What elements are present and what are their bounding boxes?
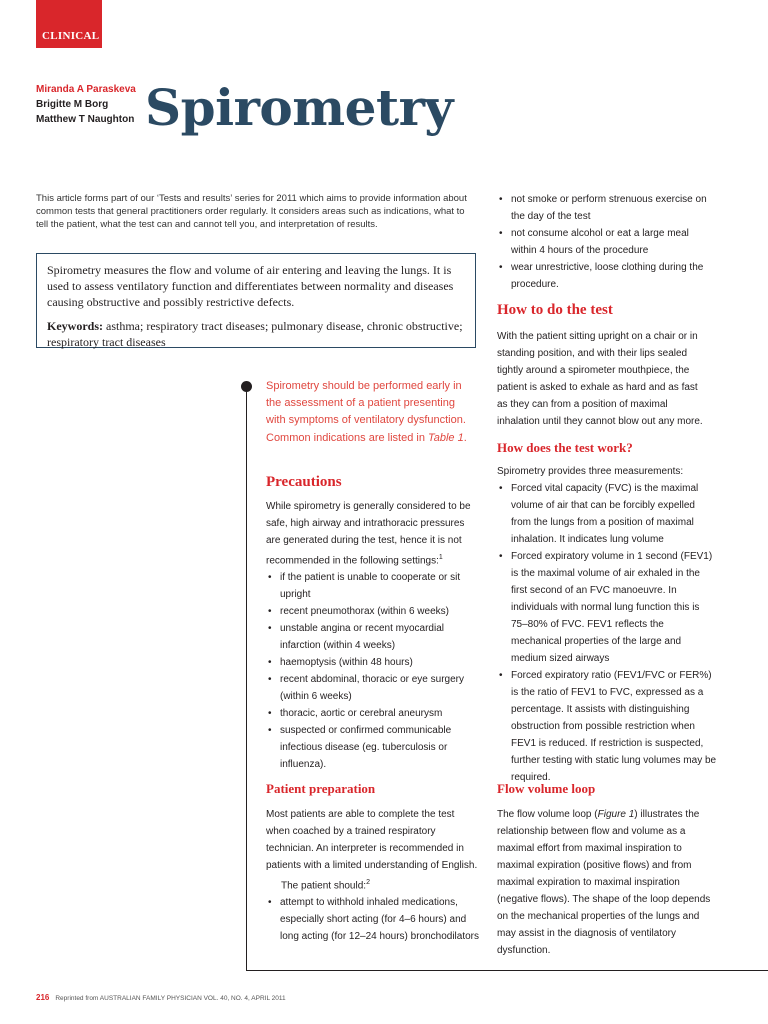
keywords-label: Keywords: (47, 319, 103, 333)
precautions-list (266, 569, 476, 773)
page-footer (36, 993, 286, 1002)
list-item: • haemoptysis (within 48 hours) (266, 654, 476, 671)
list-item: • Forced expiratory volume in 1 second (FEV1) is the maximal volume of air exhaled in the first second of an FVC manoeuvre. In individuals with normal lung function this is 75–80% of FVC. FEV1 reflects the mechanical properties of the large and medium sized airways (497, 548, 717, 667)
list-item: • unstable angina or recent myocardial infarction (within 4 weeks) (266, 620, 476, 654)
ref-mark: 1 (438, 554, 443, 561)
how-to-para: With the patient sitting upright on a chair or in standing position, and with their lips sealed tightly around a spirometer mouthpiece, the patient is asked to exhale as hard and as fast as they can from a position of maximal inhalation until they cannot blow out any more. (497, 331, 703, 427)
patient-prep-para: Most patients are able to complete the test when coached by a trained respiratory technician. An interpreter is recommended in patients with a limited understanding of English. (266, 809, 478, 871)
author-name: Miranda A Paraskeva (36, 84, 136, 95)
patient-should: The patient should:$^2$ (281, 879, 370, 892)
list-item: • not smoke or perform strenuous exercise on the day of the test (497, 191, 717, 225)
table-ref: Table 1 (428, 431, 464, 444)
horizontal-rule (246, 970, 768, 971)
patient-prep-list (266, 894, 480, 945)
list-item: • recent pneumothorax (within 6 weeks) (266, 603, 476, 620)
author-list (36, 82, 136, 127)
how-works-section (497, 463, 717, 786)
precautions-para: While spirometry is generally considered to be safe, high airway and intrathoracic pressures are generated during the test, hence it is not recommended in the following settings:$^1$ (266, 501, 471, 567)
list-item: • if the patient is unable to cooperate or sit upright (266, 569, 476, 603)
figure-ref: Figure 1 (597, 809, 635, 820)
vertical-rule (246, 386, 247, 970)
list-item: • suspected or confirmed communicable infectious disease (eg. tuberculosis or influenza). (266, 722, 476, 773)
page-number: 216 (36, 993, 50, 1002)
series-intro: This article forms part of our ‘Tests and results’ series for 2011 which aims to provide information about common tests that general practitioners order regularly. It considers areas such as indications, what to tell the patient, what the test can and cannot tell you, and interpretation of results. (36, 193, 467, 230)
pull-quote: Spirometry should be performed early in the assessment of a patient presenting with symptoms of ventilatory dysfunction. Common indications are listed in Table 1. (266, 380, 467, 444)
how-works-heading: How does the test work? (497, 440, 633, 455)
patient-prep-continued (497, 191, 717, 293)
list-item: • Forced vital capacity (FVC) is the maximal volume of air that can be forcibly expelled from the lungs from a position of maximal inhalation. It indicates lung volume (497, 480, 717, 548)
measurements-list (497, 480, 717, 786)
abstract-text: Spirometry measures the flow and volume of air entering and leaving the lungs. It is used to assess ventilatory function and differentiates between normality and diseases causing obstructive and possibly restrictive defects. (47, 263, 454, 309)
list-item: • not consume alcohol or eat a large meal within 4 hours of the procedure (497, 225, 717, 259)
ref-mark: 2 (366, 879, 370, 886)
author-name: Brigitte M Borg (36, 99, 109, 110)
list-item: • Forced expiratory ratio (FEV1/FVC or FER%) is the ratio of FEV1 to FVC, expressed as a percentage. It assists with distinguishing obstruction from possible restriction when FEV1 is reduced. If restriction is suspected, further testing with static lung volumes may be required. (497, 667, 717, 786)
patient-prep-heading: Patient preparation (266, 781, 376, 796)
precautions-heading: Precautions (266, 474, 342, 490)
how-to-heading: How to do the test (497, 302, 613, 318)
keywords (47, 318, 465, 350)
list-item: • wear unrestrictive, loose clothing during the procedure. (497, 259, 717, 293)
list-item: • recent abdominal, thoracic or eye surgery (within 6 weeks) (266, 671, 476, 705)
article-title: Spirometry (145, 78, 453, 137)
list-item: • thoracic, aortic or cerebral aneurysm (266, 705, 476, 722)
list-item: • attempt to withhold inhaled medications, especially short acting (for 4–6 hours) and long acting (for 12–24 hours) bronchodilators (266, 894, 480, 945)
keywords-text: asthma; respiratory tract diseases; pulmonary disease, chronic obstructive; respiratory tract diseases (47, 319, 463, 349)
how-works-para: Spirometry provides three measurements: (497, 466, 684, 477)
author-name: Matthew T Naughton (36, 114, 135, 125)
section-badge: CLINICAL (36, 0, 102, 48)
footer-citation: Reprinted from AUSTRALIAN FAMILY PHYSICIAN VOL. 40, NO. 4, APRIL 2011 (55, 995, 286, 1002)
flow-loop-para: The flow volume loop (Figure 1) illustrates the relationship between flow and volume as a maximal effort from maximal inspiration to maximal expiration (positive flows) and from maximal expiration to maximal inspiration (negative flows). The shape of the loop depends on the mechanical properties of the lungs and may assist in the diagnosis of ventilatory dysfunction. (497, 809, 711, 956)
flow-loop-heading: Flow volume loop (497, 781, 596, 796)
abstract-box (36, 253, 476, 348)
patient-prep-section (266, 806, 480, 945)
precautions-section (266, 498, 476, 773)
